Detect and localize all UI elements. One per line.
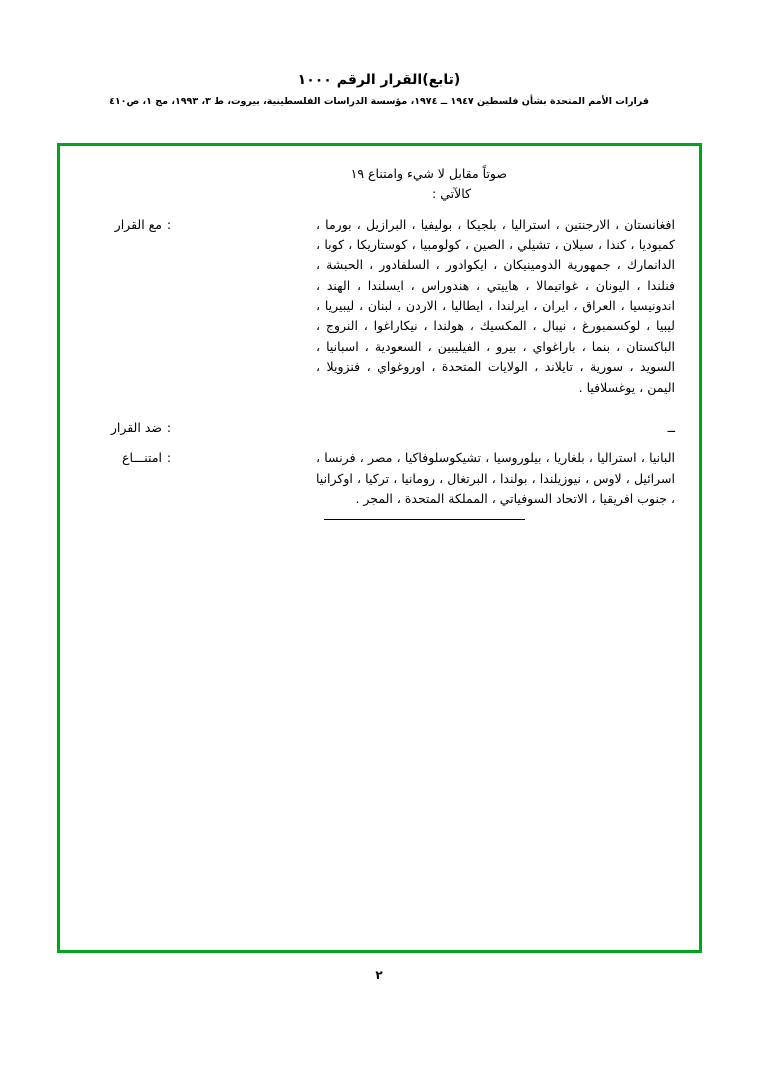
- intro-text: [234, 164, 507, 205]
- votes-against-value: ــ: [667, 419, 675, 435]
- votes-in-favour-colon: :: [166, 216, 172, 232]
- spacer: [84, 398, 675, 408]
- intro-line-1: صوتاً مقابل لا شيء وامتناع ١٩: [350, 166, 507, 181]
- source-citation: قرارات الأمم المتحدة بشأن فلسطين ١٩٤٧ ــ ١٩٧٤، مؤسسة الدراسات الفلسطينية، بيروت، ط ٣، ١٩٩٣، مج ١، ص٤١٠: [109, 95, 649, 107]
- intro-line-2: كالآتي :: [432, 186, 471, 202]
- page-number: ٢: [375, 968, 383, 982]
- votes-abstaining-colon: :: [166, 450, 172, 466]
- votes-in-favour: [84, 215, 675, 398]
- votes-in-favour-list: افغانستان ، الارجنتين ، استراليا ، بلجيكا ، بوليفيا ، البرازيل ، بورما ، كمبوديا ، كندا ، سيلان ، تشيلي ، الصين ، كولومبيا ، كوستاريكا ، كوبا ، الدانمارك ، جمهورية الدومينيكان ، ايكوادور ، السلفادور ، الحبشة ، فنلندا ، اليونان ، غواتيمالا ، هاييتي ، هندوراس ، ايسلندا ، الهند ، اندونيسيا ، العراق ، ايران ، ايرلندا ، ايطاليا ، الاردن ، لبنان ، ليبيريا ، ليبيا ، لوكسمبورغ ، نيبال ، المكسيك ، هولندا ، نيكاراغوا ، النروج ، الباكستان ، بنما ، باراغواي ، بيرو ، الفيليبين ، السعودية ، اسبانيا ، السويد ، سورية ، تايلاند ، الولايات المتحدة ، اوروغواي ، فنزويلا ، اليمن ، يوغسلافيا .: [316, 216, 675, 395]
- green-border-frame: [57, 143, 702, 953]
- document-body: [60, 164, 699, 520]
- votes-against-colon: :: [166, 419, 172, 435]
- document-header: [0, 72, 758, 108]
- votes-against-label: ضد القرار: [110, 419, 162, 435]
- votes-abstaining-label: امتنـــاع: [122, 450, 162, 466]
- page-title: (تابع)القرار الرقم ١٠٠٠: [297, 72, 461, 88]
- votes-in-favour-label: مع القرار: [114, 216, 162, 232]
- votes-abstaining-list: البانيا ، استراليا ، بلغاريا ، بيلوروسيا ، تشيكوسلوفاكيا ، مصر ، فرنسا ، اسرائيل ، لاوس ، نيوزيلندا ، بولندا ، البرتغال ، رومانيا ، تركيا ، اوكرانيا ، جنوب افريقيا ، الاتحاد السوفياتي ، المملكة المتحدة ، المجر .: [316, 450, 675, 506]
- horizontal-rule: [324, 519, 525, 520]
- votes-against: [84, 418, 675, 438]
- votes-abstaining: [84, 448, 675, 509]
